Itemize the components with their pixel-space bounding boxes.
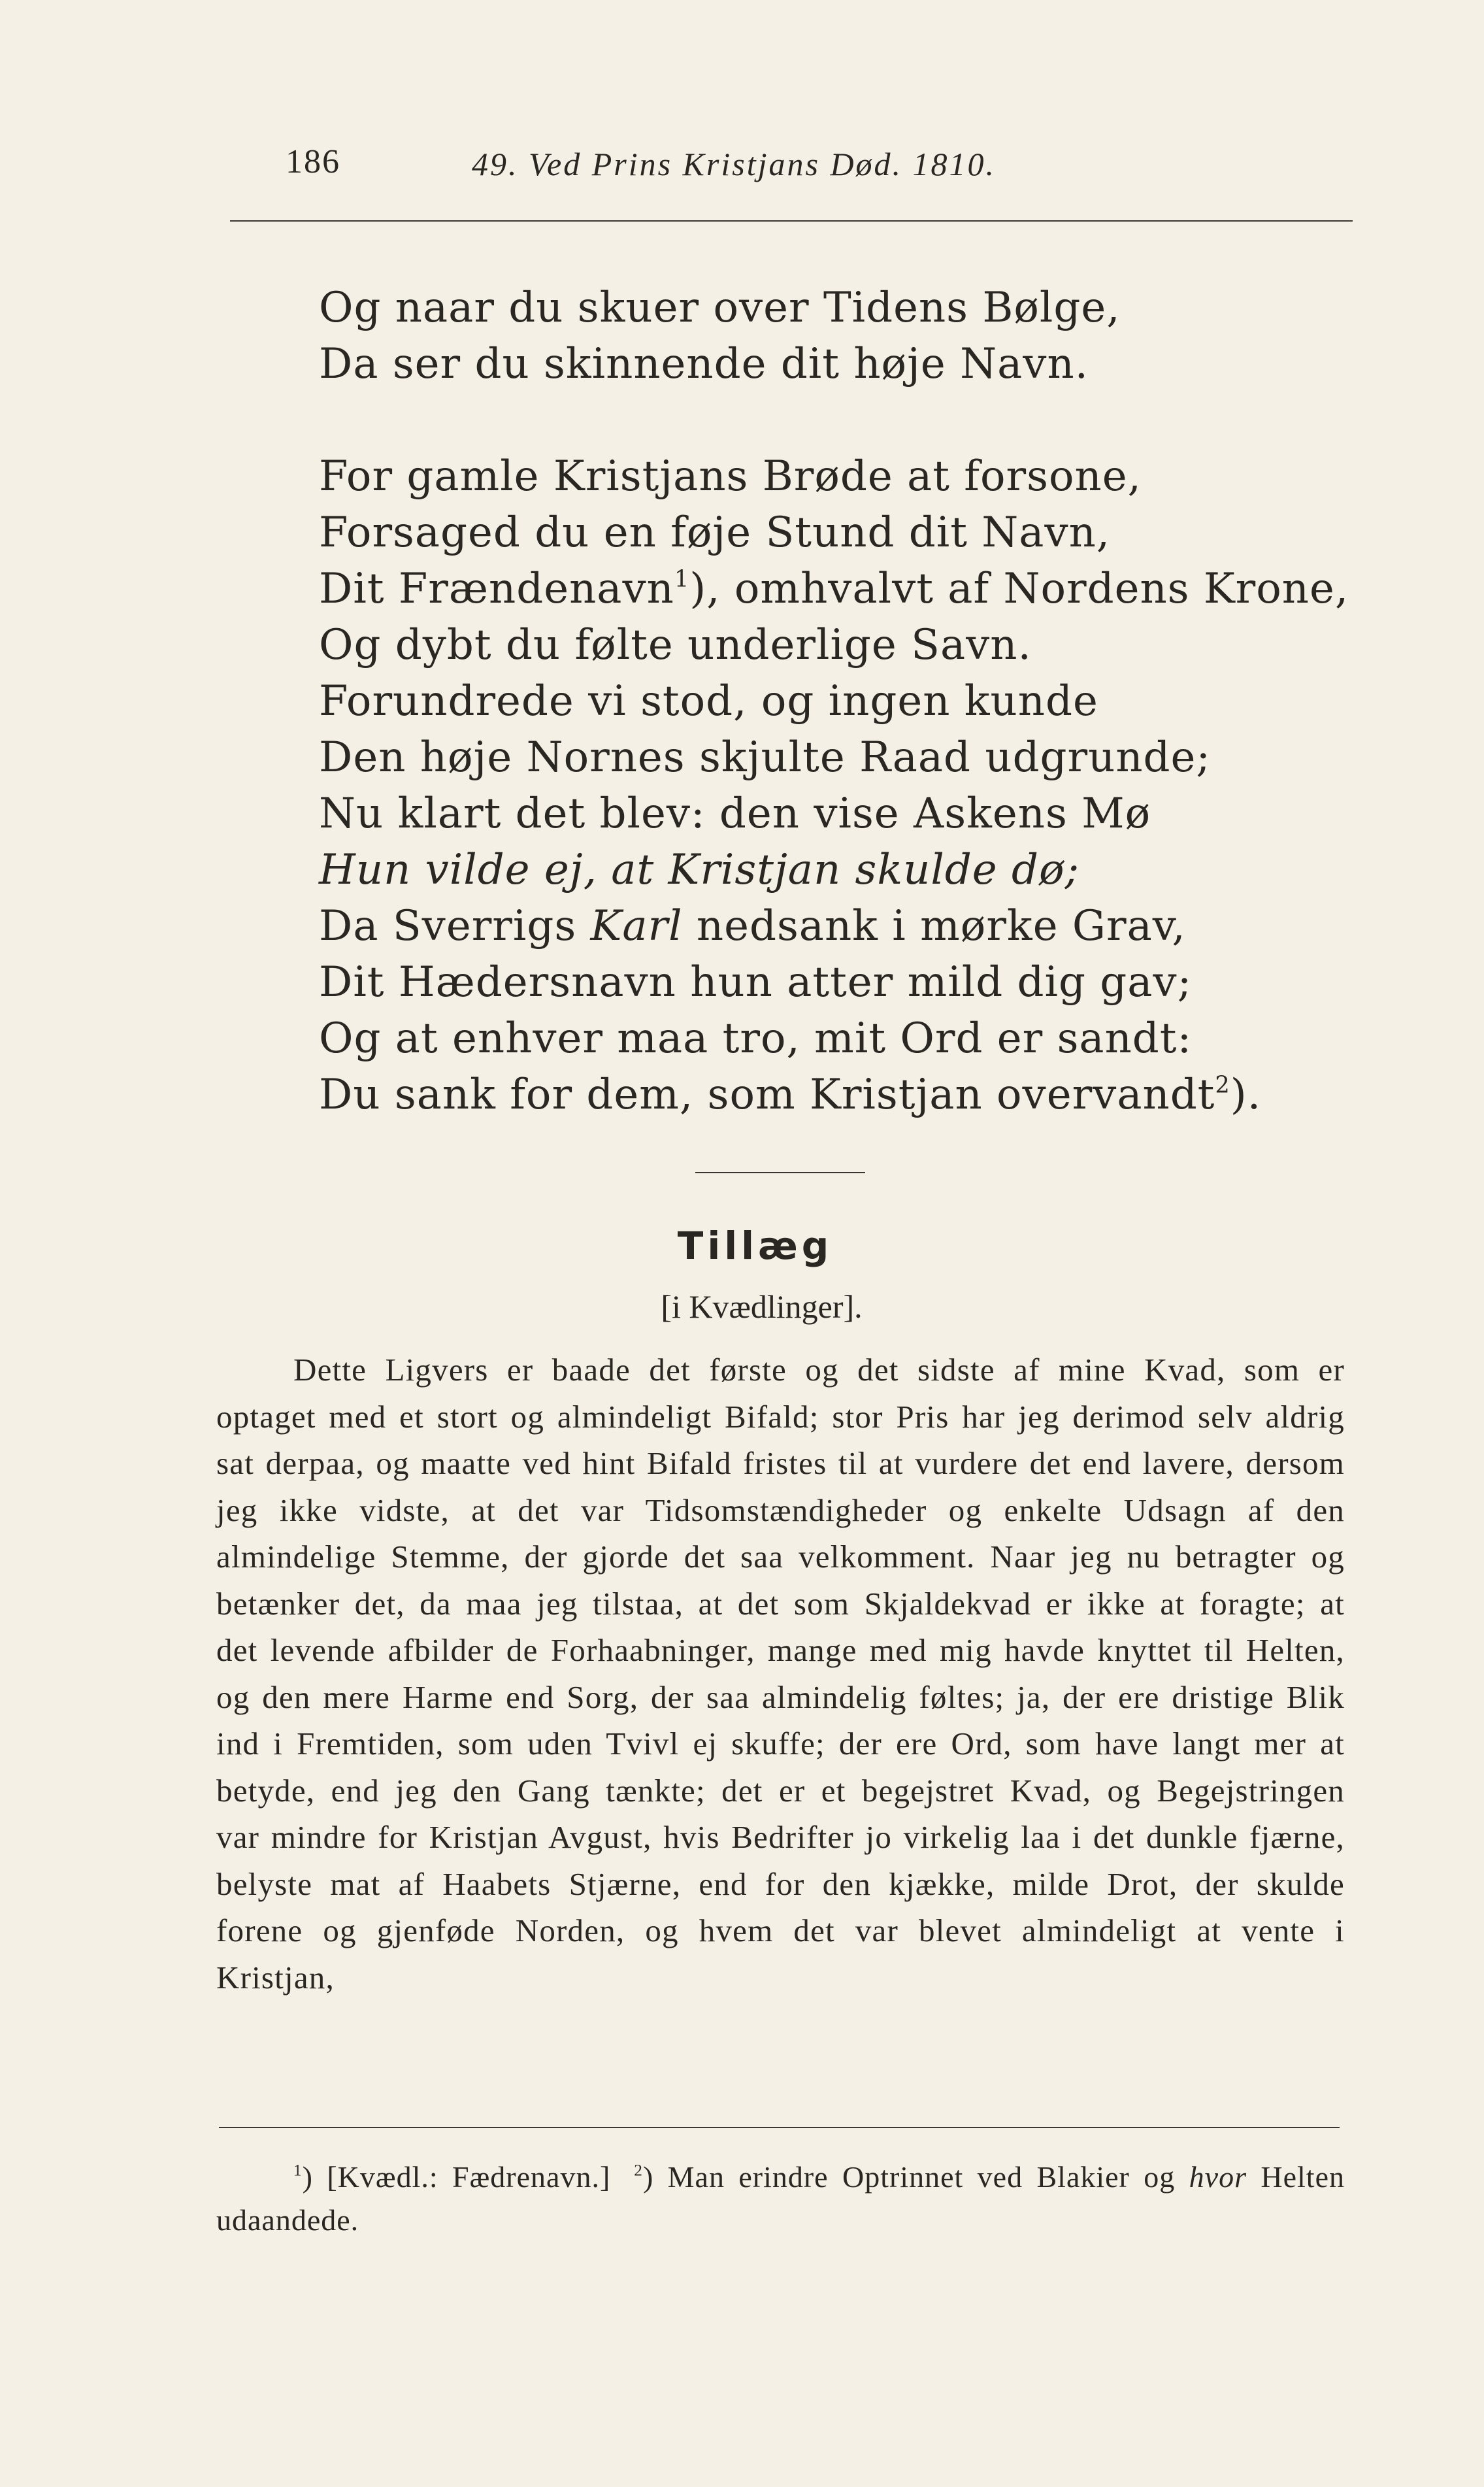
- poem-line: Forsaged du en føje Stund dit Navn,: [319, 509, 1111, 557]
- poem-line: Og dybt du følte underlige Savn.: [319, 621, 1032, 669]
- poem-line: [319, 898, 1397, 954]
- page-header: [286, 142, 1357, 195]
- poem-line: [319, 561, 1397, 617]
- header-rule: [230, 220, 1353, 222]
- poem-line: Da ser du skinnende dit høje Navn.: [319, 340, 1089, 388]
- footnotes: [216, 2156, 1345, 2242]
- footnote-1: ) [Kvædl.: Fædrenavn.]: [302, 2160, 611, 2194]
- stanza-break: [319, 392, 1397, 448]
- footnote-ref: 2: [1215, 1071, 1230, 1099]
- poem-text: ).: [1230, 1071, 1262, 1119]
- footnote-2: ) Man erindre Optrinnet ved Blakier og: [642, 2160, 1189, 2194]
- poem-line-italic: Hun vilde ej, at Kristjan skulde dø;: [319, 846, 1080, 894]
- footnote-rule: [219, 2127, 1340, 2128]
- footnote-2-italic: hvor: [1189, 2160, 1247, 2194]
- poem-line: Og at enhver maa tro, mit Ord er sandt:: [319, 1014, 1193, 1063]
- poem-line: Dit Hædersnavn hun atter mild dig gav;: [319, 958, 1193, 1007]
- appendix-title: Tillæg: [677, 1224, 833, 1268]
- poem-line: Forundrede vi stod, og ingen kunde: [319, 677, 1098, 726]
- poem-text: ), omhvalvt af Nordens Krone,: [689, 565, 1349, 613]
- footnote-ref: 1: [674, 565, 690, 593]
- footnote-mark: 1: [293, 2161, 303, 2180]
- poem-italic-name: Karl: [590, 902, 683, 950]
- poem-line: [319, 1067, 1397, 1123]
- poem-text: Du sank for dem, som Kristjan overvandt: [319, 1071, 1215, 1119]
- poem-text: Da Sverrigs: [319, 902, 591, 950]
- poem-line: Den høje Nornes skjulte Raad udgrunde;: [319, 733, 1211, 782]
- section-divider: [695, 1172, 865, 1173]
- poem-text: Dit Frændenavn: [319, 565, 674, 613]
- poem: [319, 280, 1397, 1123]
- page-number: 186: [286, 143, 340, 180]
- appendix-subtitle: [i Kvædlinger].: [661, 1288, 863, 1325]
- poem-line: Og naar du skuer over Tidens Bølge,: [319, 284, 1121, 332]
- running-title: 49. Ved Prins Kristjans Død. 1810.: [472, 146, 997, 182]
- poem-text: nedsank i mørke Grav,: [682, 902, 1186, 950]
- footnote-mark: 2: [634, 2161, 643, 2180]
- appendix-body: Dette Ligvers er baade det første og det sidste af mine Kvad, som er optaget med et stort og almindeligt Bifald; stor Pris har jeg derimod selv aldrig sat derpaa, og maatte ved hint Bifald fristes til at vurdere det end lavere, dersom jeg ikke vidste, at det var Tidsomstændigheder og enkelte Udsagn af den almindelige Stemme, der gjorde det saa velkomment. Naar jeg nu betragter og betænker det, da maa jeg tilstaa, at det som Skjaldekvad er ikke at foragte; at det levende afbilder de Forhaabninger, mange med mig havde knyttet til Helten, og den mere Harme end Sorg, der saa almindelig føltes; ja, der ere dristige Blik ind i Fremtiden, som uden Tvivl ej skuffe; der ere Ord, som have langt mer at betyde, end jeg den Gang tænkte; det er et begejstret Kvad, og Begejstringen var mindre for Kristjan Avgust, hvis Bedrifter jo virkelig laa i det dunkle fjærne, belyste mat af Haabets Stjærne, end for den kjække, milde Drot, der skulde forene og gjenføde Norden, og hvem det var blevet almindeligt at vente i Kristjan,: [216, 1352, 1345, 1995]
- poem-line: Nu klart det blev: den vise Askens Mø: [319, 790, 1151, 838]
- poem-line: For gamle Kristjans Brøde at forsone,: [319, 452, 1142, 501]
- footnote-2-end: Helten udaandede.: [216, 2160, 1345, 2237]
